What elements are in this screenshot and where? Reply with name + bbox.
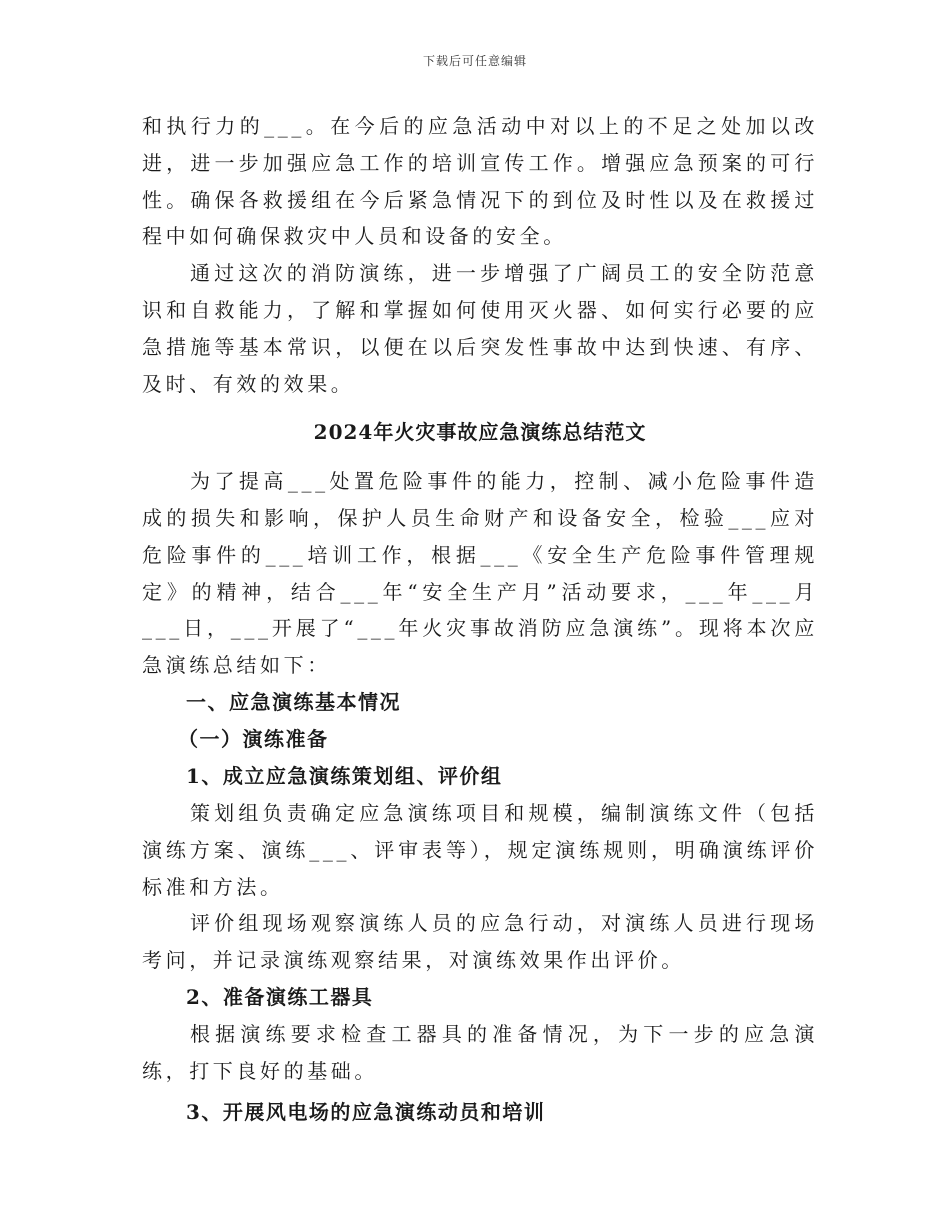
paragraph-planning-group: 策划组负责确定应急演练项目和规模，编制演练文件（包括演练方案、演练___、评审表等），规定演练规则，明确演练评价标准和方法。 <box>142 800 818 899</box>
item-heading-2: 2、准备演练工器具 <box>186 984 374 1009</box>
page-header: 下载后可任意编辑 <box>422 54 527 68</box>
item-heading-3: 3、开展风电场的应急演练动员和培训 <box>186 1099 546 1124</box>
paragraph-continuation: 和执行力的___。在今后的应急活动中对以上的不足之处加以改进，进一步加强应急工作的培训宣传工作。增强应急预案的可行性。确保各救援组在今后紧急情况下的到位及时性以及在救援过程中如何确保救灾中人员和设备的安全。 <box>142 114 818 249</box>
paragraph-tools: 根据演练要求检查工器具的准备情况，为下一步的应急演练，打下良好的基础。 <box>142 1021 818 1083</box>
paragraph-drill-summary: 通过这次的消防演练，进一步增强了广阔员工的安全防范意识和自救能力，了解和掌握如何使用灭火器、如何实行必要的应急措施等基本常识，以便在以后突发性事故中达到快速、有序、及时、有效的效果。 <box>142 261 818 396</box>
subsection-heading: （一）演练准备 <box>178 726 329 751</box>
paragraph-intro: 为了提高___处置危险事件的能力，控制、减小危险事件造成的损失和影响，保护人员生命财产和设备安全，检验___应对危险事件的___培训工作，根据___《安全生产危险事件管理规定》的精神，结合___年“安全生产月”活动要求，___年___月___日，___开展了“___年火灾事故消防应急演练”。现将本次应急演练总结如下： <box>142 469 818 678</box>
document-title: 2024年火灾事故应急演练总结范文 <box>313 420 647 445</box>
document-body <box>142 108 818 1131</box>
item-heading-1: 1、成立应急演练策划组、评价组 <box>186 763 503 788</box>
section-heading-1: 一、应急演练基本情况 <box>186 689 401 714</box>
paragraph-evaluation-group: 评价组现场观察演练人员的应急行动，对演练人员进行现场考问，并记录演练观察结果，对演练效果作出评价。 <box>142 911 818 973</box>
